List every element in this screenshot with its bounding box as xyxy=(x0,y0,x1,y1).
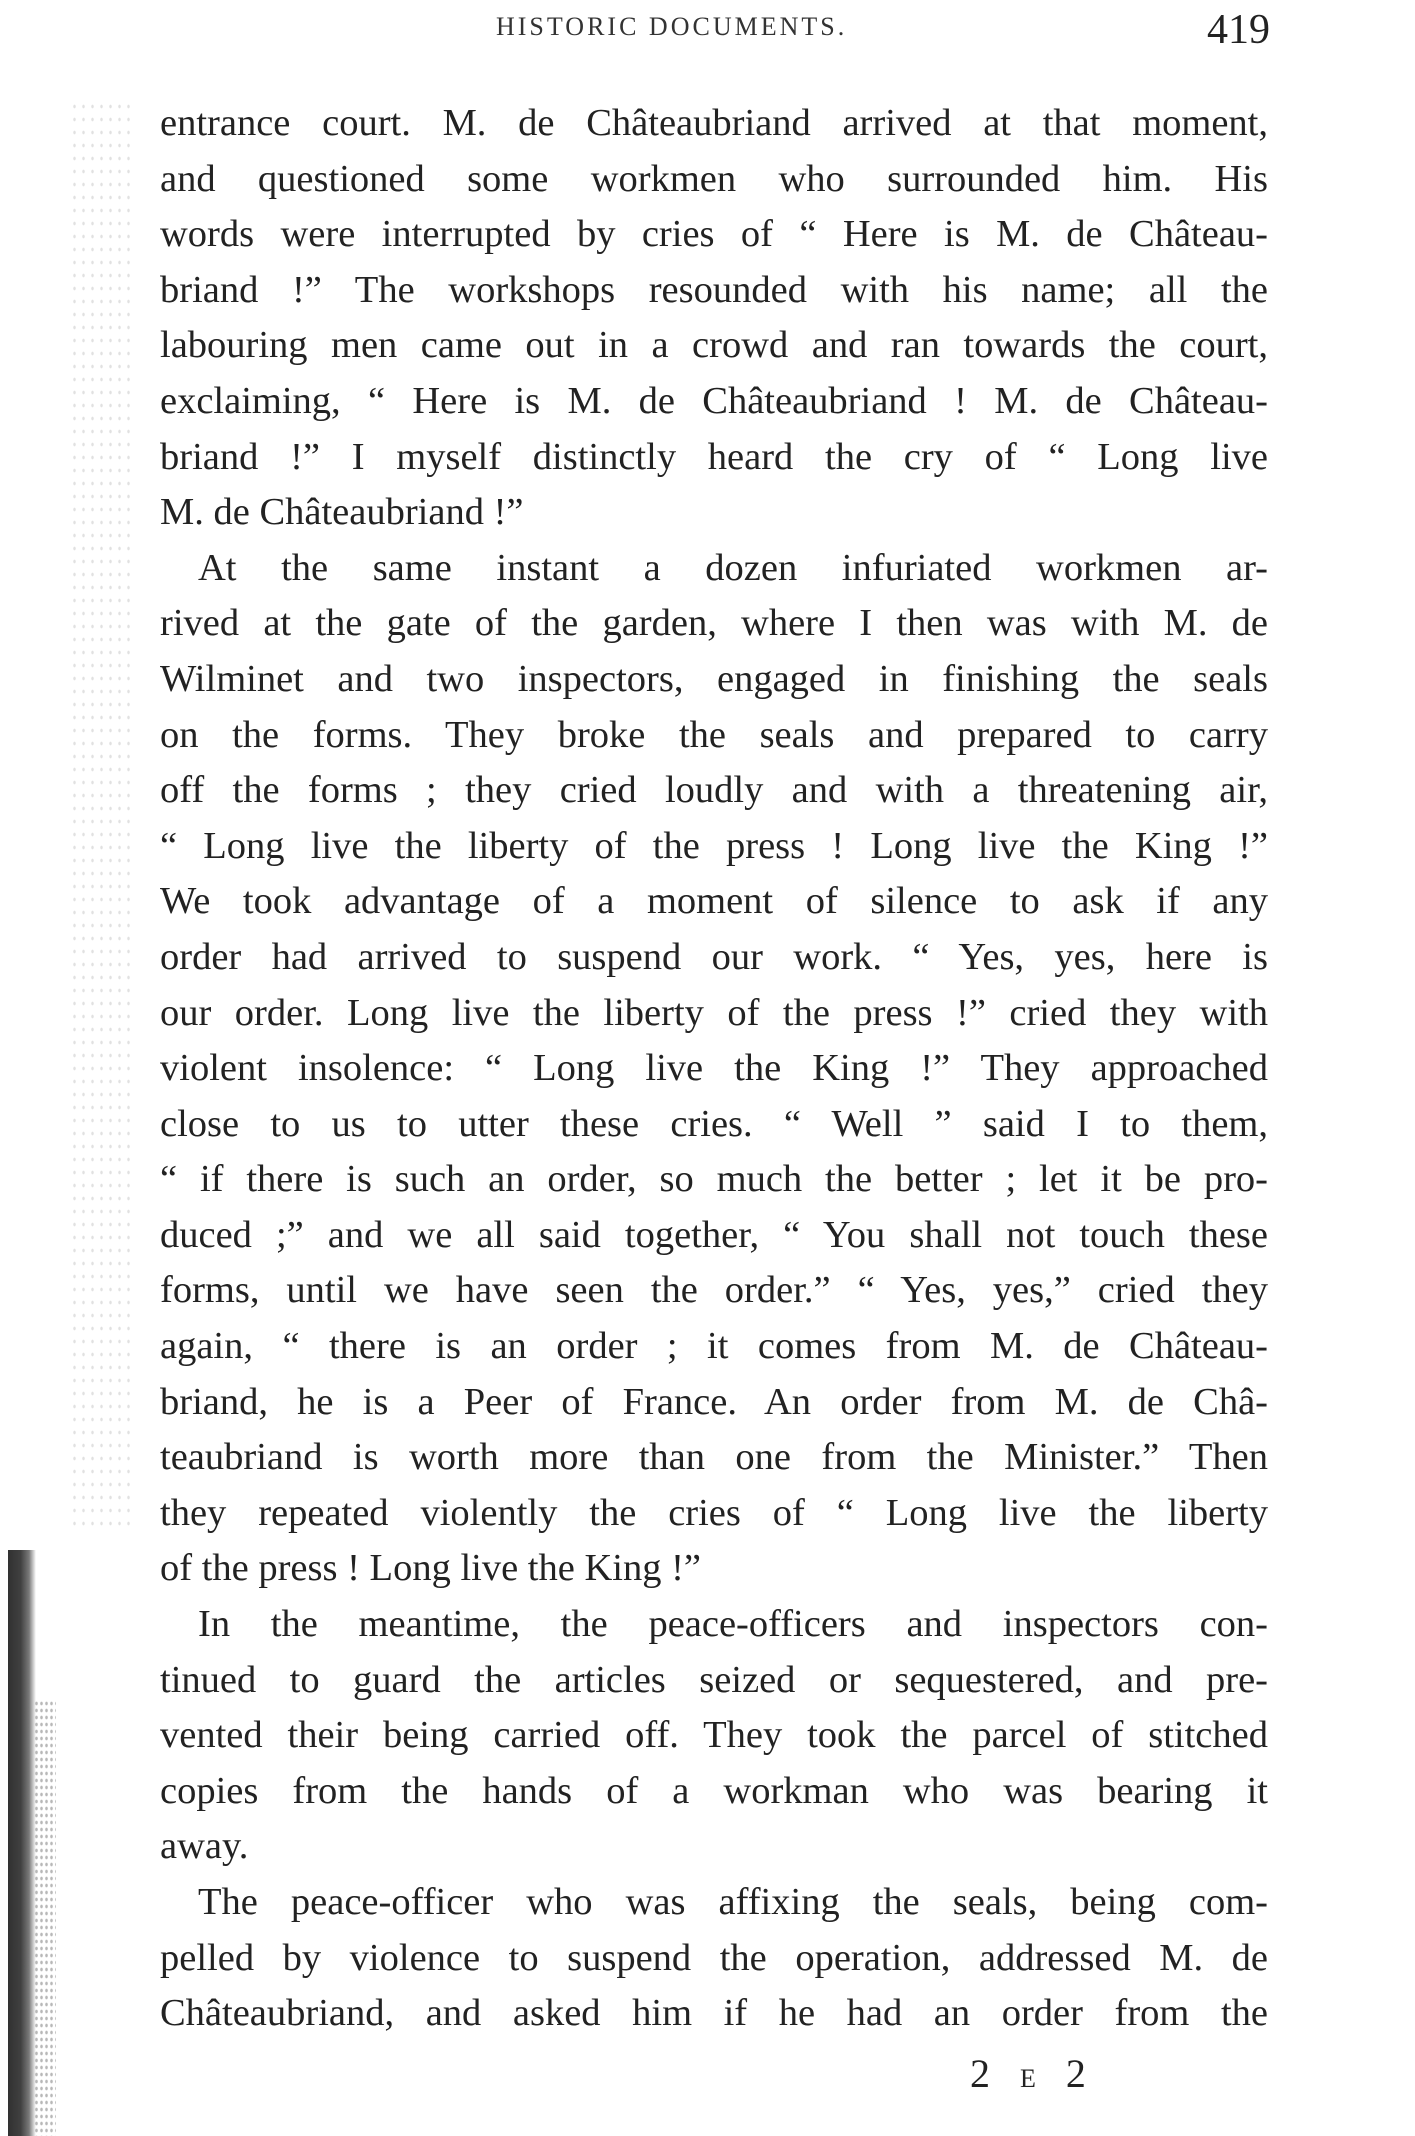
text-line: teaubriand is worth more than one from the Minister.” Then xyxy=(160,1436,1268,1479)
signature-middle: E xyxy=(1020,2064,1046,2093)
text-line: close to us to utter these cries. “ Well ” said I to them, xyxy=(160,1102,1268,1145)
text-line: on the forms. They broke the seals and prepared to carry xyxy=(160,713,1268,756)
body-text xyxy=(160,96,1268,2042)
text-line: away. xyxy=(160,1825,249,1868)
text-line: “ Long live the liberty of the press ! Long live the King !” xyxy=(160,824,1268,867)
text-line: briand, he is a Peer of France. An order from M. de Châ- xyxy=(160,1380,1268,1423)
text-line: We took advantage of a moment of silence to ask if any xyxy=(160,880,1268,923)
text-line: and questioned some workmen who surrounded him. His xyxy=(160,157,1268,200)
text-line: forms, until we have seen the order.” “ Yes, yes,” cried they xyxy=(160,1269,1268,1312)
binding-edge xyxy=(8,1550,36,2136)
signature-first: 2 xyxy=(970,2051,1000,2096)
text-line: order had arrived to suspend our work. “ Yes, yes, here is xyxy=(160,935,1268,978)
text-line: briand !” The workshops resounded with his name; all the xyxy=(160,268,1268,311)
page-number: 419 xyxy=(1207,7,1270,53)
binding-edge-texture xyxy=(34,1700,56,2136)
text-line: exclaiming, “ Here is M. de Châteaubriand ! M. de Château- xyxy=(160,379,1268,422)
signature-last: 2 xyxy=(1065,2051,1096,2096)
text-line: they repeated violently the cries of “ Long live the liberty xyxy=(160,1491,1268,1534)
text-line: In the meantime, the peace-officers and inspectors con- xyxy=(198,1603,1268,1646)
text-line: violent insolence: “ Long live the King !” They approached xyxy=(160,1047,1268,1090)
running-head xyxy=(160,6,1270,56)
text-line: “ if there is such an order, so much the better ; let it be pro- xyxy=(160,1158,1268,1201)
text-line: At the same instant a dozen infuriated workmen ar- xyxy=(198,546,1268,589)
text-line: tinued to guard the articles seized or sequestered, and pre- xyxy=(160,1658,1268,1701)
text-line: off the forms ; they cried loudly and with a threatening air, xyxy=(160,769,1268,812)
text-line: of the press ! Long live the King !” xyxy=(160,1547,701,1590)
text-line: our order. Long live the liberty of the press !” cried they with xyxy=(160,991,1268,1034)
text-line: entrance court. M. de Châteaubriand arrived at that moment, xyxy=(160,102,1268,144)
text-line: M. de Châteaubriand !” xyxy=(160,491,524,534)
text-line: copies from the hands of a workman who was bearing it xyxy=(160,1769,1268,1812)
text-line: The peace-officer who was affixing the seals, being com- xyxy=(198,1881,1268,1923)
text-line: rived at the gate of the garden, where I then was with M. de xyxy=(160,602,1268,645)
text-line: vented their being carried off. They took the parcel of stitched xyxy=(160,1714,1268,1757)
text-line: again, “ there is an order ; it comes from M. de Château- xyxy=(160,1325,1268,1368)
text-line: Wilminet and two inspectors, engaged in finishing the seals xyxy=(160,657,1268,700)
running-title: HISTORIC DOCUMENTS. xyxy=(496,12,848,41)
signature-mark xyxy=(970,2050,1096,2097)
gutter-speckle xyxy=(70,100,130,1530)
text-line: briand !” I myself distinctly heard the cry of “ Long live xyxy=(160,435,1268,478)
text-line: labouring men came out in a crowd and ran towards the court, xyxy=(160,324,1268,367)
text-line: pelled by violence to suspend the operation, addressed M. de xyxy=(160,1936,1268,1979)
text-line: words were interrupted by cries of “ Here is M. de Château- xyxy=(160,213,1268,256)
text-line: duced ;” and we all said together, “ You shall not touch these xyxy=(160,1213,1268,1256)
text-line: Châteaubriand, and asked him if he had an order from the xyxy=(160,1992,1268,2035)
